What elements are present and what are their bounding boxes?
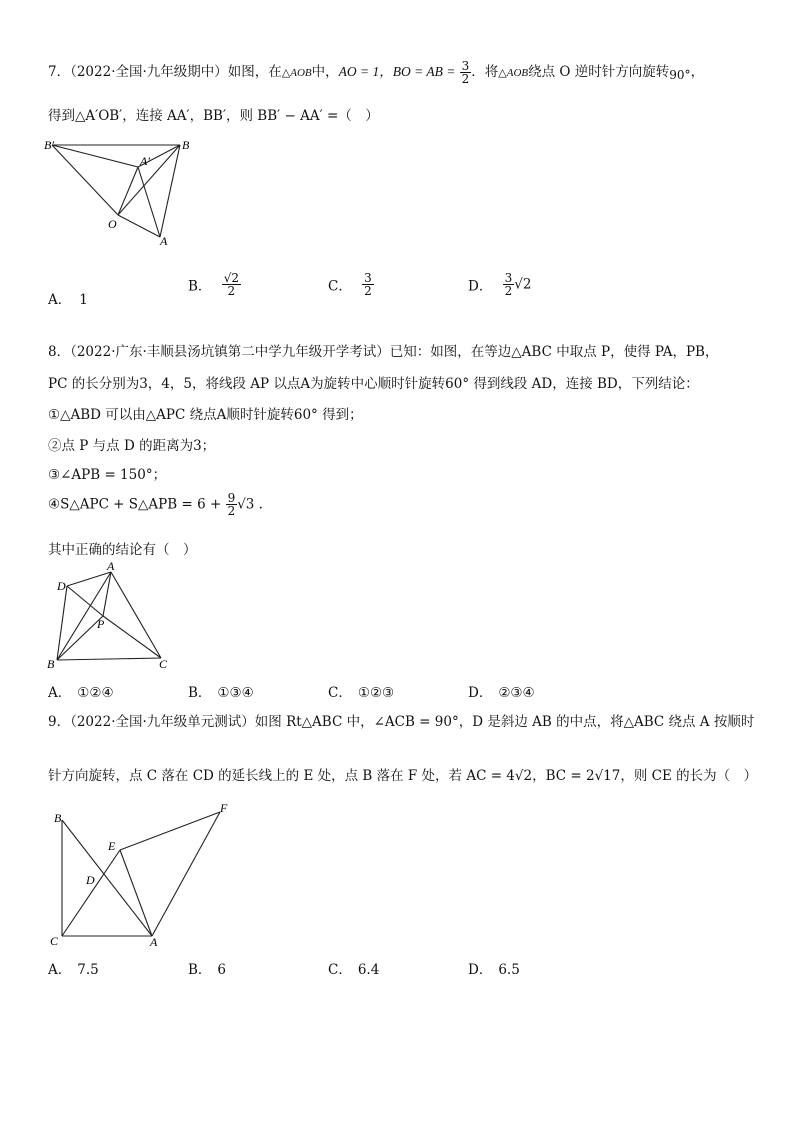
- q7-opt-c-num: 3: [364, 271, 372, 285]
- q7-text-mid: 中，: [311, 64, 339, 80]
- q8-figure: [45, 560, 180, 675]
- q8-option-c[interactable]: [328, 681, 394, 701]
- q7-opt-c-den: 2: [364, 284, 372, 298]
- q9-label-E: E: [108, 839, 116, 853]
- q7-triangle2: △AOB: [498, 67, 529, 79]
- q8-opt-b-label: B．: [188, 685, 212, 701]
- q8-seg-PC: [103, 616, 161, 658]
- q7-figure: [40, 135, 200, 250]
- q7-line2: 得到△A′OB′，连接 AA′，BB′，则 BB′ − AA′ =（ ）: [48, 108, 379, 124]
- q7-opt-d-label: D．: [468, 278, 493, 295]
- q8-seg-DA: [67, 572, 111, 586]
- q8-opt-a-value: ①②④: [77, 685, 114, 701]
- q7-opt-d-frac: [503, 272, 515, 297]
- q7-end: ，: [690, 64, 705, 80]
- q9-label-C: C: [50, 934, 59, 948]
- q7-seg-BA: [160, 145, 180, 237]
- q9-option-c[interactable]: [328, 958, 379, 978]
- q9-seg-EF: [120, 812, 220, 850]
- q9-label-D: D: [86, 873, 95, 887]
- q8-line2: PC 的长分别为3，4，5，将线段 AP 以点A为旋转中心顺时针旋转60° 得到线段 AD，连接 BD，下列结论：: [48, 376, 699, 392]
- q8-opt-c-label: C．: [328, 685, 352, 701]
- q8-seg-DP: [67, 586, 103, 616]
- q8-label-D: D: [57, 579, 66, 593]
- q7-opt-d-den: 2: [504, 284, 513, 298]
- q9-line2: 针方向旋转，点 C 落在 CD 的延长线上的 E 处，点 B 落在 F 处，若 AC = 4√2，BC = 2√17，则 CE 的长为（ ）: [48, 768, 758, 784]
- q8-seg-BC: [57, 658, 161, 660]
- q8-option-d[interactable]: [468, 681, 535, 701]
- q7-label-O: O: [108, 217, 117, 231]
- q7-opt-d-num: 3: [504, 271, 513, 285]
- q9-option-b[interactable]: [188, 958, 226, 978]
- q7-frac-den: 2: [461, 72, 470, 86]
- q9-label-B: B: [54, 811, 62, 825]
- q9-opt-b-value: 6: [217, 962, 227, 978]
- q9-option-a[interactable]: [48, 958, 99, 978]
- q7-triangle: △AOB: [281, 67, 312, 79]
- q9-seg-CE: [62, 850, 120, 936]
- q8-opt-d-label: D．: [468, 685, 493, 701]
- q7-option-a[interactable]: [48, 288, 88, 308]
- q7-opt-b-frac: [222, 272, 241, 297]
- q8-opt-c-value: ①②③: [357, 685, 395, 701]
- q7-condition: AO = 1，BO = AB =: [338, 64, 456, 79]
- q8-label-P: P: [97, 617, 105, 631]
- q8-opt-a-label: A．: [48, 685, 72, 701]
- q8-opt-d-value: ②③④: [498, 685, 535, 701]
- q8-c4-num: 9: [227, 491, 236, 505]
- q8-option-a[interactable]: [48, 681, 114, 701]
- q8-seg-DB: [57, 586, 67, 660]
- q7-number: 7．: [48, 64, 71, 80]
- q9-seg-BA: [62, 820, 152, 936]
- q9-label-F: F: [220, 801, 228, 815]
- q8-c4-frac: [226, 492, 238, 517]
- q9-opt-d-value: 6.5: [498, 962, 520, 978]
- q9-seg-FA: [152, 812, 220, 936]
- q7-seg-B1A1: [52, 145, 138, 167]
- q9-opt-a-label: A．: [48, 962, 72, 978]
- q7-opt-b-label: B．: [188, 278, 212, 295]
- q8-conclusion-3: ③∠APB = 150°；: [48, 467, 167, 483]
- q8-c4-den: 2: [227, 504, 236, 518]
- q7-angle: 90°: [669, 68, 691, 82]
- q7-label-B: B: [182, 138, 190, 152]
- q8-opt-b-value: ①③④: [217, 685, 254, 701]
- q7-source: （2022·全国·九年级期中）如图，在: [70, 64, 282, 80]
- q9-opt-c-label: C．: [328, 962, 352, 978]
- q8-conclusion-1: ①△ABD 可以由△APC 绕点A顺时针旋转60° 得到；: [48, 407, 363, 423]
- q7-seg-B1O: [52, 145, 118, 215]
- q7-frac-num: 3: [461, 59, 470, 73]
- q8-label-A: A: [107, 560, 115, 573]
- q7-opt-c-frac: [362, 272, 374, 297]
- q9-opt-d-label: D．: [468, 962, 493, 978]
- q9-label-A: A: [150, 935, 158, 949]
- q8-ask: 其中正确的结论有（ ）: [48, 542, 197, 558]
- q8-c4-pre: ④S△APC + S△APB = 6 +: [48, 496, 222, 513]
- q7-option-b[interactable]: [188, 272, 241, 297]
- q7-line1: [48, 60, 704, 85]
- q9-opt-a-value: 7.5: [77, 962, 99, 978]
- q7-text-rest: ．将: [471, 64, 499, 80]
- q7-opt-c-label: C．: [328, 278, 352, 295]
- q8-conclusion-4: [48, 492, 263, 517]
- q7-opt-a-value: 1: [79, 292, 88, 308]
- q8-label-B: B: [47, 657, 55, 671]
- q7-seg-A1A: [138, 167, 160, 237]
- q9-option-d[interactable]: [468, 958, 520, 978]
- q8-seg-AC: [111, 572, 161, 658]
- q9-opt-c-value: 6.4: [357, 962, 380, 978]
- q7-option-c[interactable]: [328, 272, 374, 297]
- q7-option-d[interactable]: [468, 272, 531, 297]
- q9-opt-b-label: B．: [188, 962, 212, 978]
- q7-label-A: A: [160, 234, 168, 248]
- q8-option-b[interactable]: [188, 681, 254, 701]
- q7-seg-OA1: [118, 167, 138, 215]
- q8-c4-post: √3 .: [237, 496, 263, 513]
- q9-seg-EA: [120, 850, 152, 936]
- q7-opt-b-num: √2: [223, 271, 239, 285]
- q7-opt-d-suffix: √2: [514, 276, 532, 293]
- q9-line1: 9．（2022·全国·九年级单元测试）如图 Rt△ABC 中，∠ACB = 90°，D 是斜边 AB 的中点，将△ABC 绕点 A 按顺时: [48, 714, 755, 730]
- q7-fraction: [460, 60, 472, 85]
- q8-label-C: C: [159, 657, 168, 671]
- q7-label-A1: A′: [140, 154, 150, 168]
- q9-figure: [40, 800, 240, 950]
- q7-opt-a-label: A．: [48, 292, 72, 308]
- q7-opt-b-den: 2: [227, 284, 236, 298]
- q7-label-B1: B′: [44, 138, 54, 152]
- q8-conclusion-2: ②点 P 与点 D 的距离为3；: [48, 438, 216, 454]
- q8-line1: 8．（2022·广东·丰顺县汤坑镇第二中学九年级开学考试）已知：如图，在等边△ABC 中取点 P，使得 PA，PB，: [48, 344, 719, 360]
- q7-rotation-text: 绕点 O 逆时针方向旋转: [528, 64, 670, 80]
